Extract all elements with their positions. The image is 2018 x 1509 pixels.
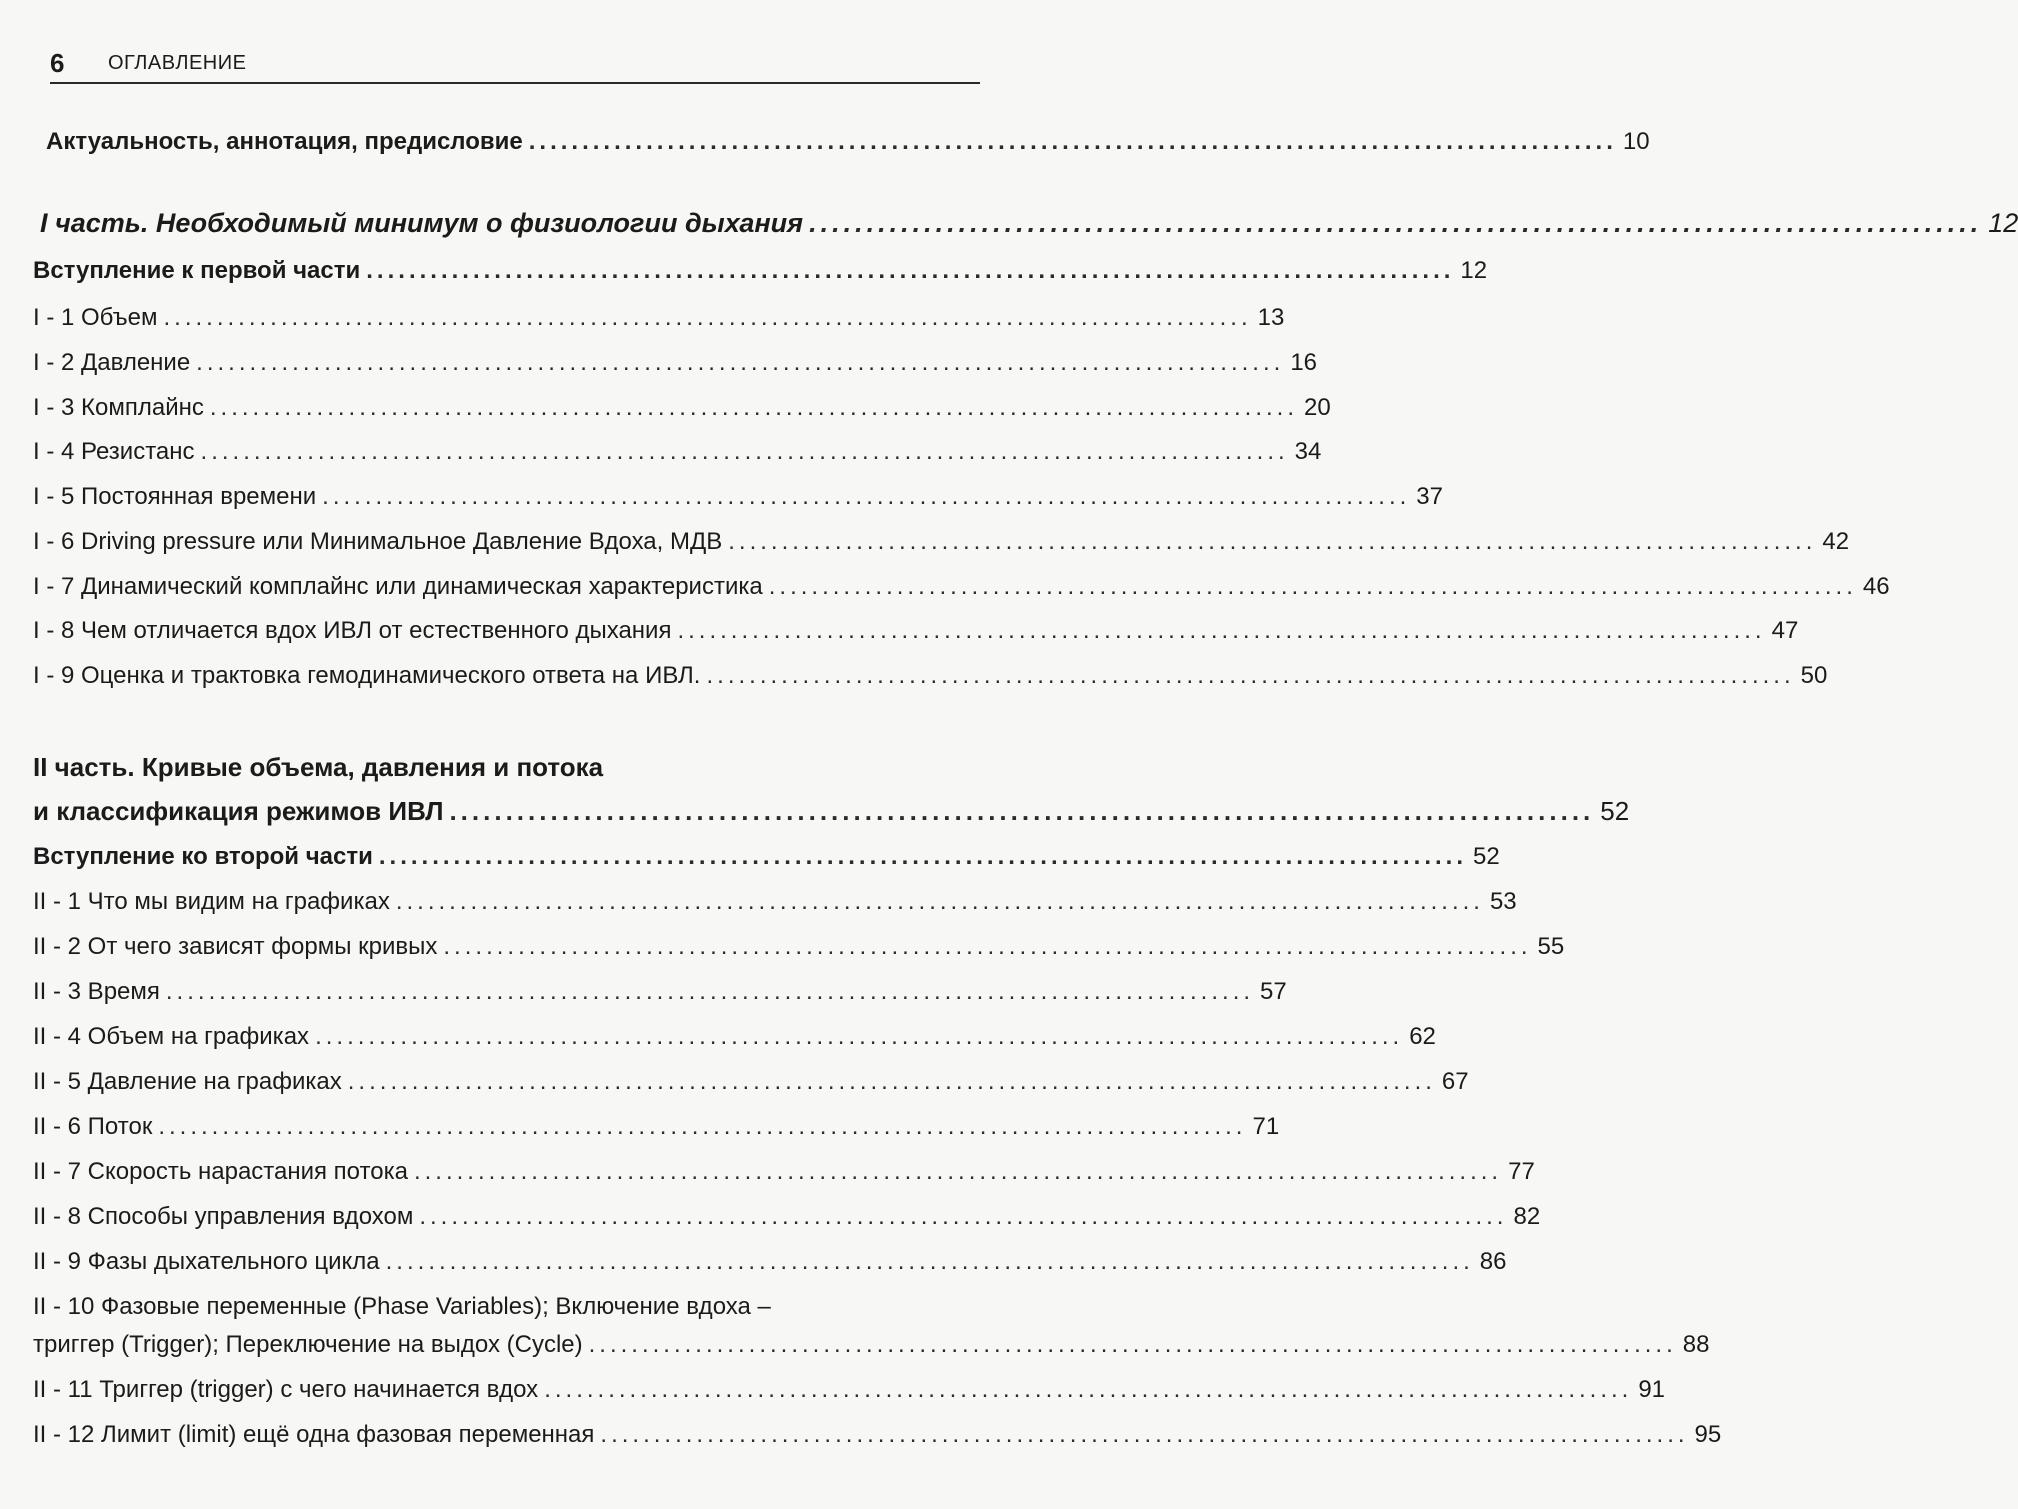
leader-dots: ...................................................................................................... — [378, 843, 1467, 870]
toc-entry — [33, 1331, 1710, 1359]
entry-label: II - 7 Скорость нарастания потока — [33, 1158, 408, 1185]
leader-dots: ...................................................................................................... — [196, 349, 1285, 376]
entry-page: 67 — [1441, 1068, 1469, 1095]
toc-entry — [33, 1203, 1541, 1231]
leader-dots: ...................................................................................................... — [163, 304, 1252, 331]
entry-page: 12 — [1460, 257, 1488, 284]
leader-dots: ...................................................................................................... — [528, 128, 1617, 155]
leader-dots: ...................................................................................................... — [413, 1158, 1503, 1185]
entry-label: I часть. Необходимый минимум о физиологии дыхания — [40, 208, 804, 238]
entry-page: 91 — [1638, 1376, 1666, 1403]
entry-label: Вступление ко второй части — [33, 843, 373, 870]
toc-entry — [33, 1248, 1507, 1276]
entry-label: I - 5 Постоянная времени — [33, 483, 317, 510]
leader-dots: ...................................................................................................... — [544, 1376, 1633, 1403]
entry-label: I - 4 Резистанс — [33, 438, 195, 465]
entry-label: II - 11 Триггер (trigger) с чего начинается вдох — [33, 1376, 539, 1403]
leader-dots: ...................................................................................................... — [322, 483, 1411, 510]
toc-entry-line1: II - 10 Фазовые переменные (Phase Variables); Включение вдоха – — [33, 1293, 771, 1320]
toc-entry-intro-1 — [33, 257, 1488, 285]
toc-entry — [33, 528, 1850, 556]
toc-entry-intro-2 — [33, 843, 1500, 871]
page-number: 6 — [50, 48, 65, 78]
entry-label: II - 4 Объем на графиках — [33, 1023, 310, 1050]
entry-page: 62 — [1409, 1023, 1436, 1050]
leader-dots: ...................................................................................................... — [588, 1331, 1677, 1358]
entry-label: и классификация режимов ИВЛ — [33, 796, 444, 826]
entry-page: 42 — [1822, 528, 1850, 555]
entry-label: I - 2 Давление — [33, 349, 191, 376]
leader-dots: ...................................................................................................... — [385, 1248, 1474, 1275]
entry-label: Вступление к первой части — [33, 257, 361, 284]
entry-page: 77 — [1508, 1158, 1535, 1185]
leader-dots: ...................................................................................................... — [443, 933, 1532, 960]
entry-page: 10 — [1622, 128, 1650, 155]
leader-dots: ...................................................................................................... — [366, 257, 1455, 284]
entry-page: 71 — [1252, 1113, 1280, 1140]
toc-entry — [33, 304, 1285, 332]
entry-page: 16 — [1290, 349, 1318, 376]
entry-page: 13 — [1257, 304, 1285, 331]
toc-entry — [33, 933, 1565, 961]
running-header — [50, 48, 980, 84]
entry-page: 50 — [1800, 662, 1828, 689]
leader-dots: ...................................................................................................... — [728, 528, 1817, 555]
entry-page: 20 — [1304, 394, 1331, 421]
entry-label: I - 6 Driving pressure или Минимальное Давление Вдоха, МДВ — [33, 528, 723, 555]
entry-page: 47 — [1771, 617, 1799, 644]
toc-entry — [33, 662, 1828, 690]
toc-entry — [33, 394, 1331, 422]
entry-label: I - 7 Динамический комплайнс или динамическая характеристика — [33, 573, 763, 600]
entry-label: II - 3 Время — [33, 978, 160, 1005]
toc-entry-foreword — [46, 128, 1650, 156]
leader-dots: ...................................................................................................... — [395, 888, 1484, 915]
toc-entry — [33, 1376, 1666, 1404]
entry-page: 52 — [1600, 796, 1630, 826]
entry-page: 52 — [1473, 843, 1500, 870]
entry-label: II - 8 Способы управления вдохом — [33, 1203, 414, 1230]
entry-page: 34 — [1294, 438, 1322, 465]
part-2-title-line1: II часть. Кривые объема, давления и потока — [33, 752, 604, 782]
toc-entry — [33, 483, 1443, 511]
leader-dots: ...................................................................................................... — [600, 1421, 1689, 1448]
leader-dots: ...................................................................................................... — [677, 617, 1766, 644]
entry-label: II - 9 Фазы дыхательного цикла — [33, 1248, 380, 1275]
entry-page: 88 — [1682, 1331, 1710, 1358]
toc-entry — [33, 888, 1517, 916]
toc-entry — [33, 1421, 1722, 1449]
entry-label: II - 12 Лимит (limit) ещё одна фазовая переменная — [33, 1421, 595, 1448]
toc-entry — [33, 1113, 1280, 1141]
leader-dots: ...................................................................................................... — [158, 1113, 1247, 1140]
entry-label: I - 1 Объем — [33, 304, 158, 331]
toc-entry-part-2 — [33, 796, 1630, 827]
toc-entry — [33, 978, 1287, 1006]
entry-page: 37 — [1416, 483, 1443, 510]
entry-page: 53 — [1489, 888, 1517, 915]
toc-entry — [33, 438, 1322, 466]
entry-label: Актуальность, аннотация, предисловие — [46, 128, 523, 155]
toc-entry — [33, 573, 1890, 601]
leader-dots: ...................................................................................................... — [347, 1068, 1436, 1095]
toc-entry — [33, 617, 1799, 645]
running-title: ОГЛАВЛЕНИЕ — [108, 52, 247, 74]
entry-page: 57 — [1260, 978, 1287, 1005]
entry-page: 55 — [1537, 933, 1565, 960]
leader-dots: ...................................................................................................... — [419, 1203, 1508, 1230]
entry-page: 86 — [1479, 1248, 1507, 1275]
toc-entry — [33, 1068, 1469, 1096]
leader-dots: ...................................................................................................... — [706, 662, 1795, 689]
leader-dots: ...................................................................................................... — [209, 394, 1298, 421]
toc-entry — [33, 349, 1318, 377]
entry-label: II - 1 Что мы видим на графиках — [33, 888, 390, 915]
leader-dots: ...................................................................................................... — [809, 208, 1983, 238]
entry-label: I - 9 Оценка и трактовка гемодинамического ответа на ИВЛ. — [33, 662, 701, 689]
entry-page: 12 — [1988, 208, 2018, 238]
leader-dots: ...................................................................................................... — [449, 796, 1595, 826]
leader-dots: ...................................................................................................... — [315, 1023, 1404, 1050]
entry-page: 46 — [1862, 573, 1890, 600]
entry-label: триггер (Trigger); Переключение на выдох (Cycle) — [33, 1331, 583, 1358]
toc-entry — [33, 1023, 1436, 1051]
entry-label: I - 3 Комплайнс — [33, 394, 204, 421]
entry-page: 82 — [1513, 1203, 1541, 1230]
entry-label: II - 2 От чего зависят формы кривых — [33, 933, 438, 960]
entry-label: I - 8 Чем отличается вдох ИВЛ от естественного дыхания — [33, 617, 672, 644]
entry-page: 95 — [1694, 1421, 1722, 1448]
leader-dots: ...................................................................................................... — [200, 438, 1289, 465]
toc-entry-part-1 — [40, 208, 2018, 239]
leader-dots: ...................................................................................................... — [768, 573, 1857, 600]
entry-label: II - 6 Поток — [33, 1113, 153, 1140]
toc-entry — [33, 1158, 1535, 1186]
entry-label: II - 5 Давление на графиках — [33, 1068, 342, 1095]
leader-dots: ...................................................................................................... — [165, 978, 1255, 1005]
